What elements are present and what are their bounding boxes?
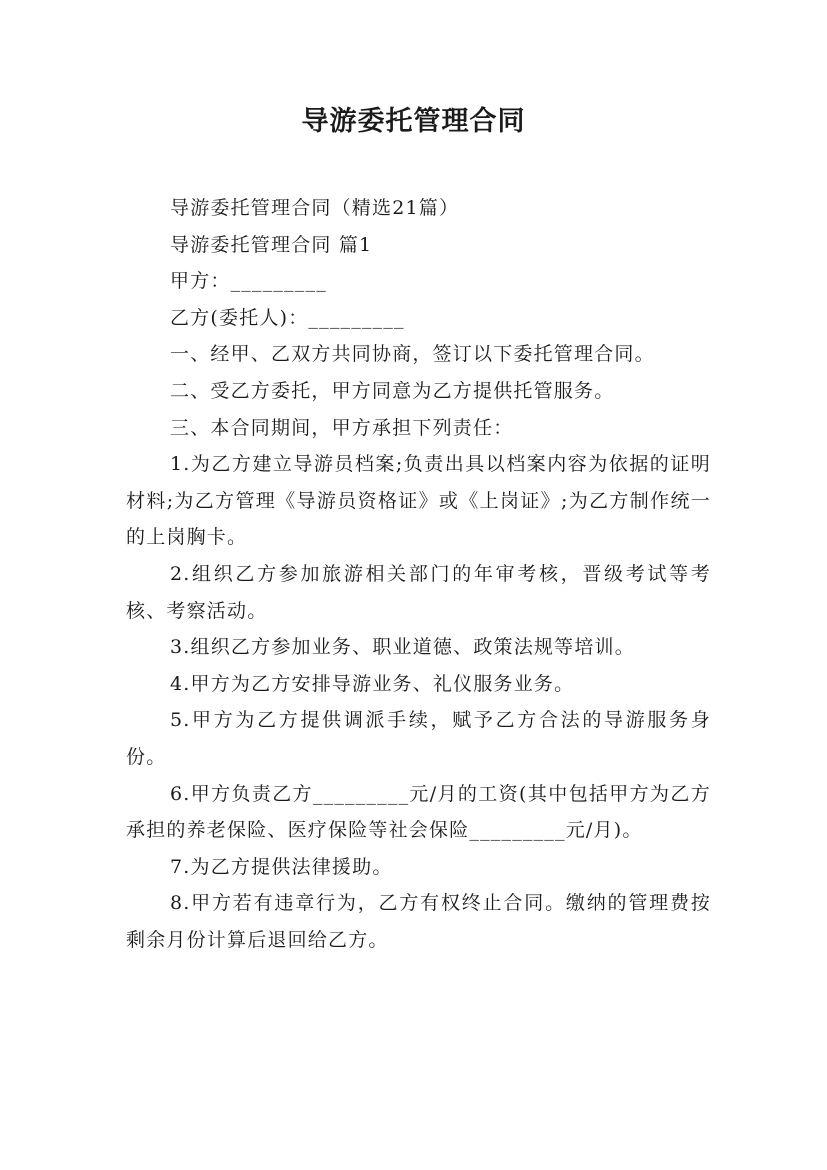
paragraph-party-a: 甲方：_________ [170,270,327,293]
paragraph-clause-3: 三、本合同期间，甲方承担下列责任： [170,416,514,439]
paragraph-clause-1: 一、经甲、乙双方共同协商，签订以下委托管理合同。 [170,343,655,366]
paragraph-section-heading: 导游委托管理合同 篇1 [170,233,373,256]
paragraph-item-6: 6.甲方负责乙方_________元/月的工资(其中包括甲方为乙方承担的养老保险、医疗保险等社会保险_________元/月)。 [126,782,711,842]
paragraph-item-2: 2.组织乙方参加旅游相关部门的年审考核，晋级考试等考核、考察活动。 [126,562,711,622]
document-title: 导游委托管理合同 [301,106,526,137]
paragraph-item-1: 1.为乙方建立导游员档案;负责出具以档案内容为依据的证明材料;为乙方管理《导游员资格证》或《上岗证》;为乙方制作统一的上岗胸卡。 [126,453,711,549]
paragraph-item-8: 8.甲方若有违章行为，乙方有权终止合同。缴纳的管理费按剩余月份计算后退回给乙方。 [126,892,711,951]
document-body [126,190,711,958]
paragraph-clause-2: 二、受乙方委托，甲方同意为乙方提供托管服务。 [170,379,615,402]
paragraph-item-7: 7.为乙方提供法律援助。 [170,855,393,878]
paragraph-subtitle: 导游委托管理合同（精选21篇） [170,197,460,219]
paragraph-party-b: 乙方(委托人)：_________ [170,306,405,329]
paragraph-item-5: 5.甲方为乙方提供调派手续，赋予乙方合法的导游服务身份。 [126,709,711,768]
paragraph-item-4: 4.甲方为乙方安排导游业务、礼仪服务业务。 [170,672,575,695]
paragraph-item-3: 3.组织乙方参加业务、职业道德、政策法规等培训。 [170,636,635,659]
